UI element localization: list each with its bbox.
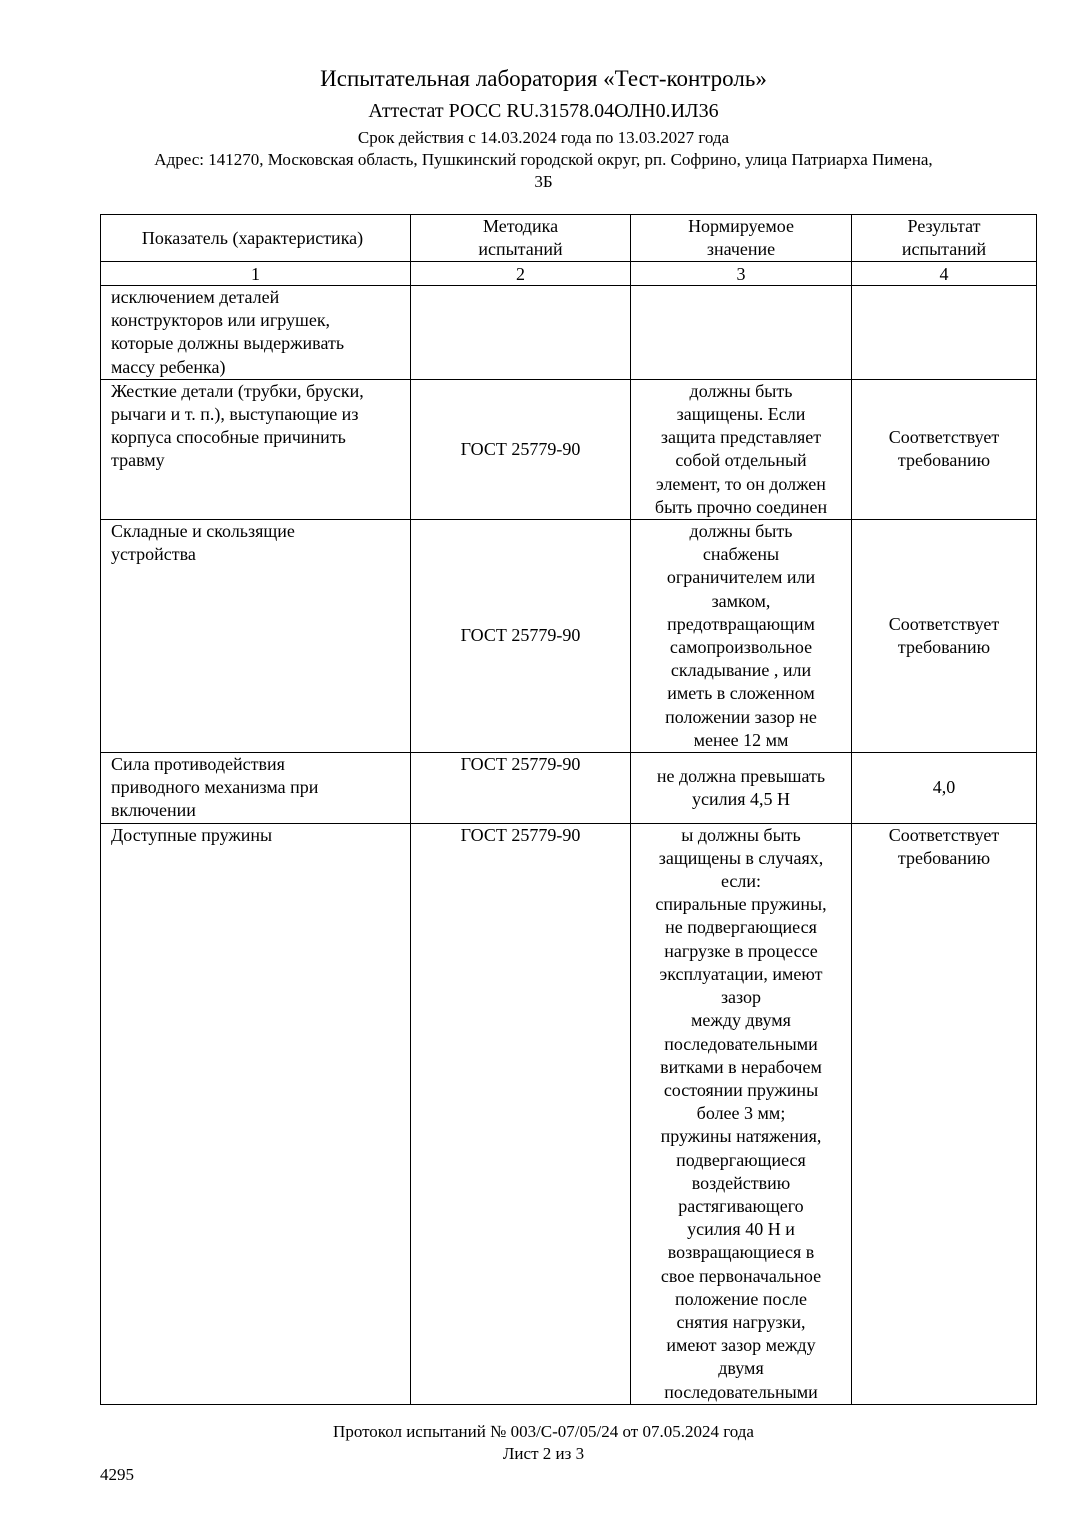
norm-line: последовательными	[664, 1033, 818, 1054]
norm-cell	[631, 520, 852, 753]
header-result-line: Результат	[907, 216, 981, 236]
indicator-cell	[101, 379, 411, 519]
column-number: 3	[631, 262, 852, 286]
norm-line: возвращающиеся в	[667, 1242, 815, 1263]
result-cell	[852, 286, 1037, 380]
indicator-line: Сила противодействия	[111, 754, 285, 775]
header-indicator: Показатель (характеристика)	[101, 215, 411, 262]
norm-line: более 3 мм;	[696, 1103, 786, 1124]
result-line: требованию	[897, 637, 991, 658]
indicator-line: Жесткие детали (трубки, бруски,	[111, 380, 364, 401]
norm-line: положении зазор не	[665, 706, 817, 727]
norm-line: элемент, то он должен	[656, 473, 826, 494]
norm-line: защищены в случаях,	[658, 847, 824, 868]
table-row	[101, 520, 1037, 753]
norm-line: эксплуатации, имеют	[659, 963, 823, 984]
norm-line: последовательными	[664, 1381, 818, 1402]
norm-line: должны быть	[689, 380, 793, 401]
result-line: Соответствует	[888, 613, 1000, 634]
method-cell	[411, 286, 631, 380]
norm-line: усилия 40 Н и	[687, 1219, 795, 1240]
method-text: ГОСТ 25779-90	[460, 438, 581, 459]
method-text: ГОСТ 25779-90	[460, 625, 581, 646]
indicator-line: массу ребенка)	[111, 356, 226, 377]
norm-line: замком,	[711, 590, 771, 611]
result-cell	[852, 753, 1037, 824]
indicator-line: рычаги и т. п.), выступающие из	[111, 404, 359, 425]
indicator-cell	[101, 823, 411, 1404]
address-line-2: 3Б	[534, 172, 553, 191]
result-line: Соответствует	[888, 427, 1000, 448]
norm-line: растягивающего	[678, 1195, 804, 1216]
norm-line: воздействию	[691, 1172, 791, 1193]
norm-line: нагрузке в процессе	[664, 940, 818, 961]
column-number: 2	[411, 262, 631, 286]
method-cell	[411, 520, 631, 753]
norm-line: имеют зазор между	[666, 1335, 816, 1356]
page-code: 4295	[100, 1465, 134, 1484]
norm-line: ограничителем или	[666, 567, 816, 588]
norm-line: не должна превышать	[656, 765, 826, 786]
norm-line: состоянии пружины	[663, 1079, 819, 1100]
indicator-cell	[101, 753, 411, 824]
attestat-number: Аттестат РОСС RU.31578.04ОЛН0.ИЛ36	[368, 100, 719, 122]
indicator-cell	[101, 286, 411, 380]
header-result	[852, 215, 1037, 262]
norm-line: между двумя	[691, 1010, 791, 1031]
norm-line: если:	[720, 871, 762, 892]
table-row	[101, 286, 1037, 380]
indicator-line: включении	[111, 800, 196, 821]
norm-line: самопроизвольное	[669, 637, 813, 658]
header-result-line: испытаний	[901, 239, 987, 259]
table-row	[101, 823, 1037, 1404]
norm-line: спиральные пружины,	[655, 894, 827, 915]
indicator-cell	[101, 520, 411, 753]
norm-line: снятия нагрузки,	[676, 1311, 806, 1332]
norm-line: защита представляет	[660, 427, 822, 448]
norm-line: зазор	[720, 987, 762, 1008]
norm-line: складывание , или	[670, 660, 812, 681]
table-row	[101, 753, 1037, 824]
norm-line: свое первоначальное	[660, 1265, 822, 1286]
norm-line: пружины натяжения,	[660, 1126, 822, 1147]
column-number: 1	[101, 262, 411, 286]
validity-period: Срок действия с 14.03.2024 года по 13.03.2027 года	[357, 128, 730, 147]
column-number-row	[101, 262, 1037, 286]
table-header-row	[101, 215, 1037, 262]
norm-cell	[631, 379, 852, 519]
norm-line: положение после	[675, 1288, 807, 1309]
protocol-number: Протокол испытаний № 003/С-07/05/24 от 07.05.2024 года	[333, 1422, 754, 1441]
header-method	[411, 215, 631, 262]
test-results-table	[100, 214, 1037, 1405]
header-norm-line: Нормируемое	[688, 216, 794, 236]
norm-line: менее 12 мм	[693, 729, 789, 750]
indicator-line: травму	[111, 450, 165, 471]
result-line: 4,0	[932, 777, 956, 798]
header-norm	[631, 215, 852, 262]
method-text: ГОСТ 25779-90	[460, 824, 581, 845]
indicator-line: Доступные пружины	[111, 824, 273, 845]
lab-title: Испытательная лаборатория «Тест-контроль»	[320, 66, 767, 91]
indicator-line: корпуса способные причинить	[111, 427, 346, 448]
norm-line: должны быть	[689, 521, 793, 542]
indicator-line: приводного механизма при	[111, 777, 319, 798]
result-line: требованию	[897, 847, 991, 868]
norm-line: иметь в сложенном	[667, 683, 815, 704]
sheet-number: Лист 2 из 3	[502, 1444, 585, 1463]
table-row	[101, 379, 1037, 519]
indicator-line: которые должны выдерживать	[111, 333, 345, 354]
result-line: Соответствует	[888, 824, 1000, 845]
norm-line: усилия 4,5 Н	[691, 788, 790, 809]
header-method-line: Методика	[482, 216, 559, 236]
result-cell	[852, 379, 1037, 519]
method-text: ГОСТ 25779-90	[460, 754, 581, 775]
norm-line: не подвергающиеся	[665, 917, 817, 938]
norm-line: быть прочно соединен	[654, 496, 828, 517]
norm-line: собой отдельный	[675, 450, 807, 471]
indicator-line: исключением деталей	[111, 287, 280, 307]
norm-cell	[631, 823, 852, 1404]
norm-cell	[631, 286, 852, 380]
norm-line: подвергающиеся	[676, 1149, 806, 1170]
header-method-line: испытаний	[478, 239, 563, 259]
norm-line: ы должны быть	[681, 824, 801, 845]
result-cell	[852, 823, 1037, 1404]
indicator-line: конструкторов или игрушек,	[111, 310, 331, 331]
indicator-line: устройства	[111, 544, 196, 565]
norm-line: витками в нерабочем	[660, 1056, 822, 1077]
norm-line: защищены. Если	[676, 404, 806, 425]
method-cell	[411, 823, 631, 1404]
norm-line: предотвращающим	[667, 613, 815, 634]
result-line: требованию	[897, 450, 991, 471]
header-norm-line: значение	[706, 239, 776, 259]
method-cell	[411, 379, 631, 519]
column-number: 4	[852, 262, 1037, 286]
norm-cell	[631, 753, 852, 824]
result-cell	[852, 520, 1037, 753]
norm-line: двумя	[718, 1358, 764, 1379]
norm-line: снабжены	[702, 544, 780, 565]
address-line-1: Адрес: 141270, Московская область, Пушкинский городской округ, рп. Софрино, улица Патриарха Пимена,	[154, 150, 933, 169]
indicator-line: Складные и скользящие	[111, 521, 295, 542]
method-cell	[411, 753, 631, 824]
